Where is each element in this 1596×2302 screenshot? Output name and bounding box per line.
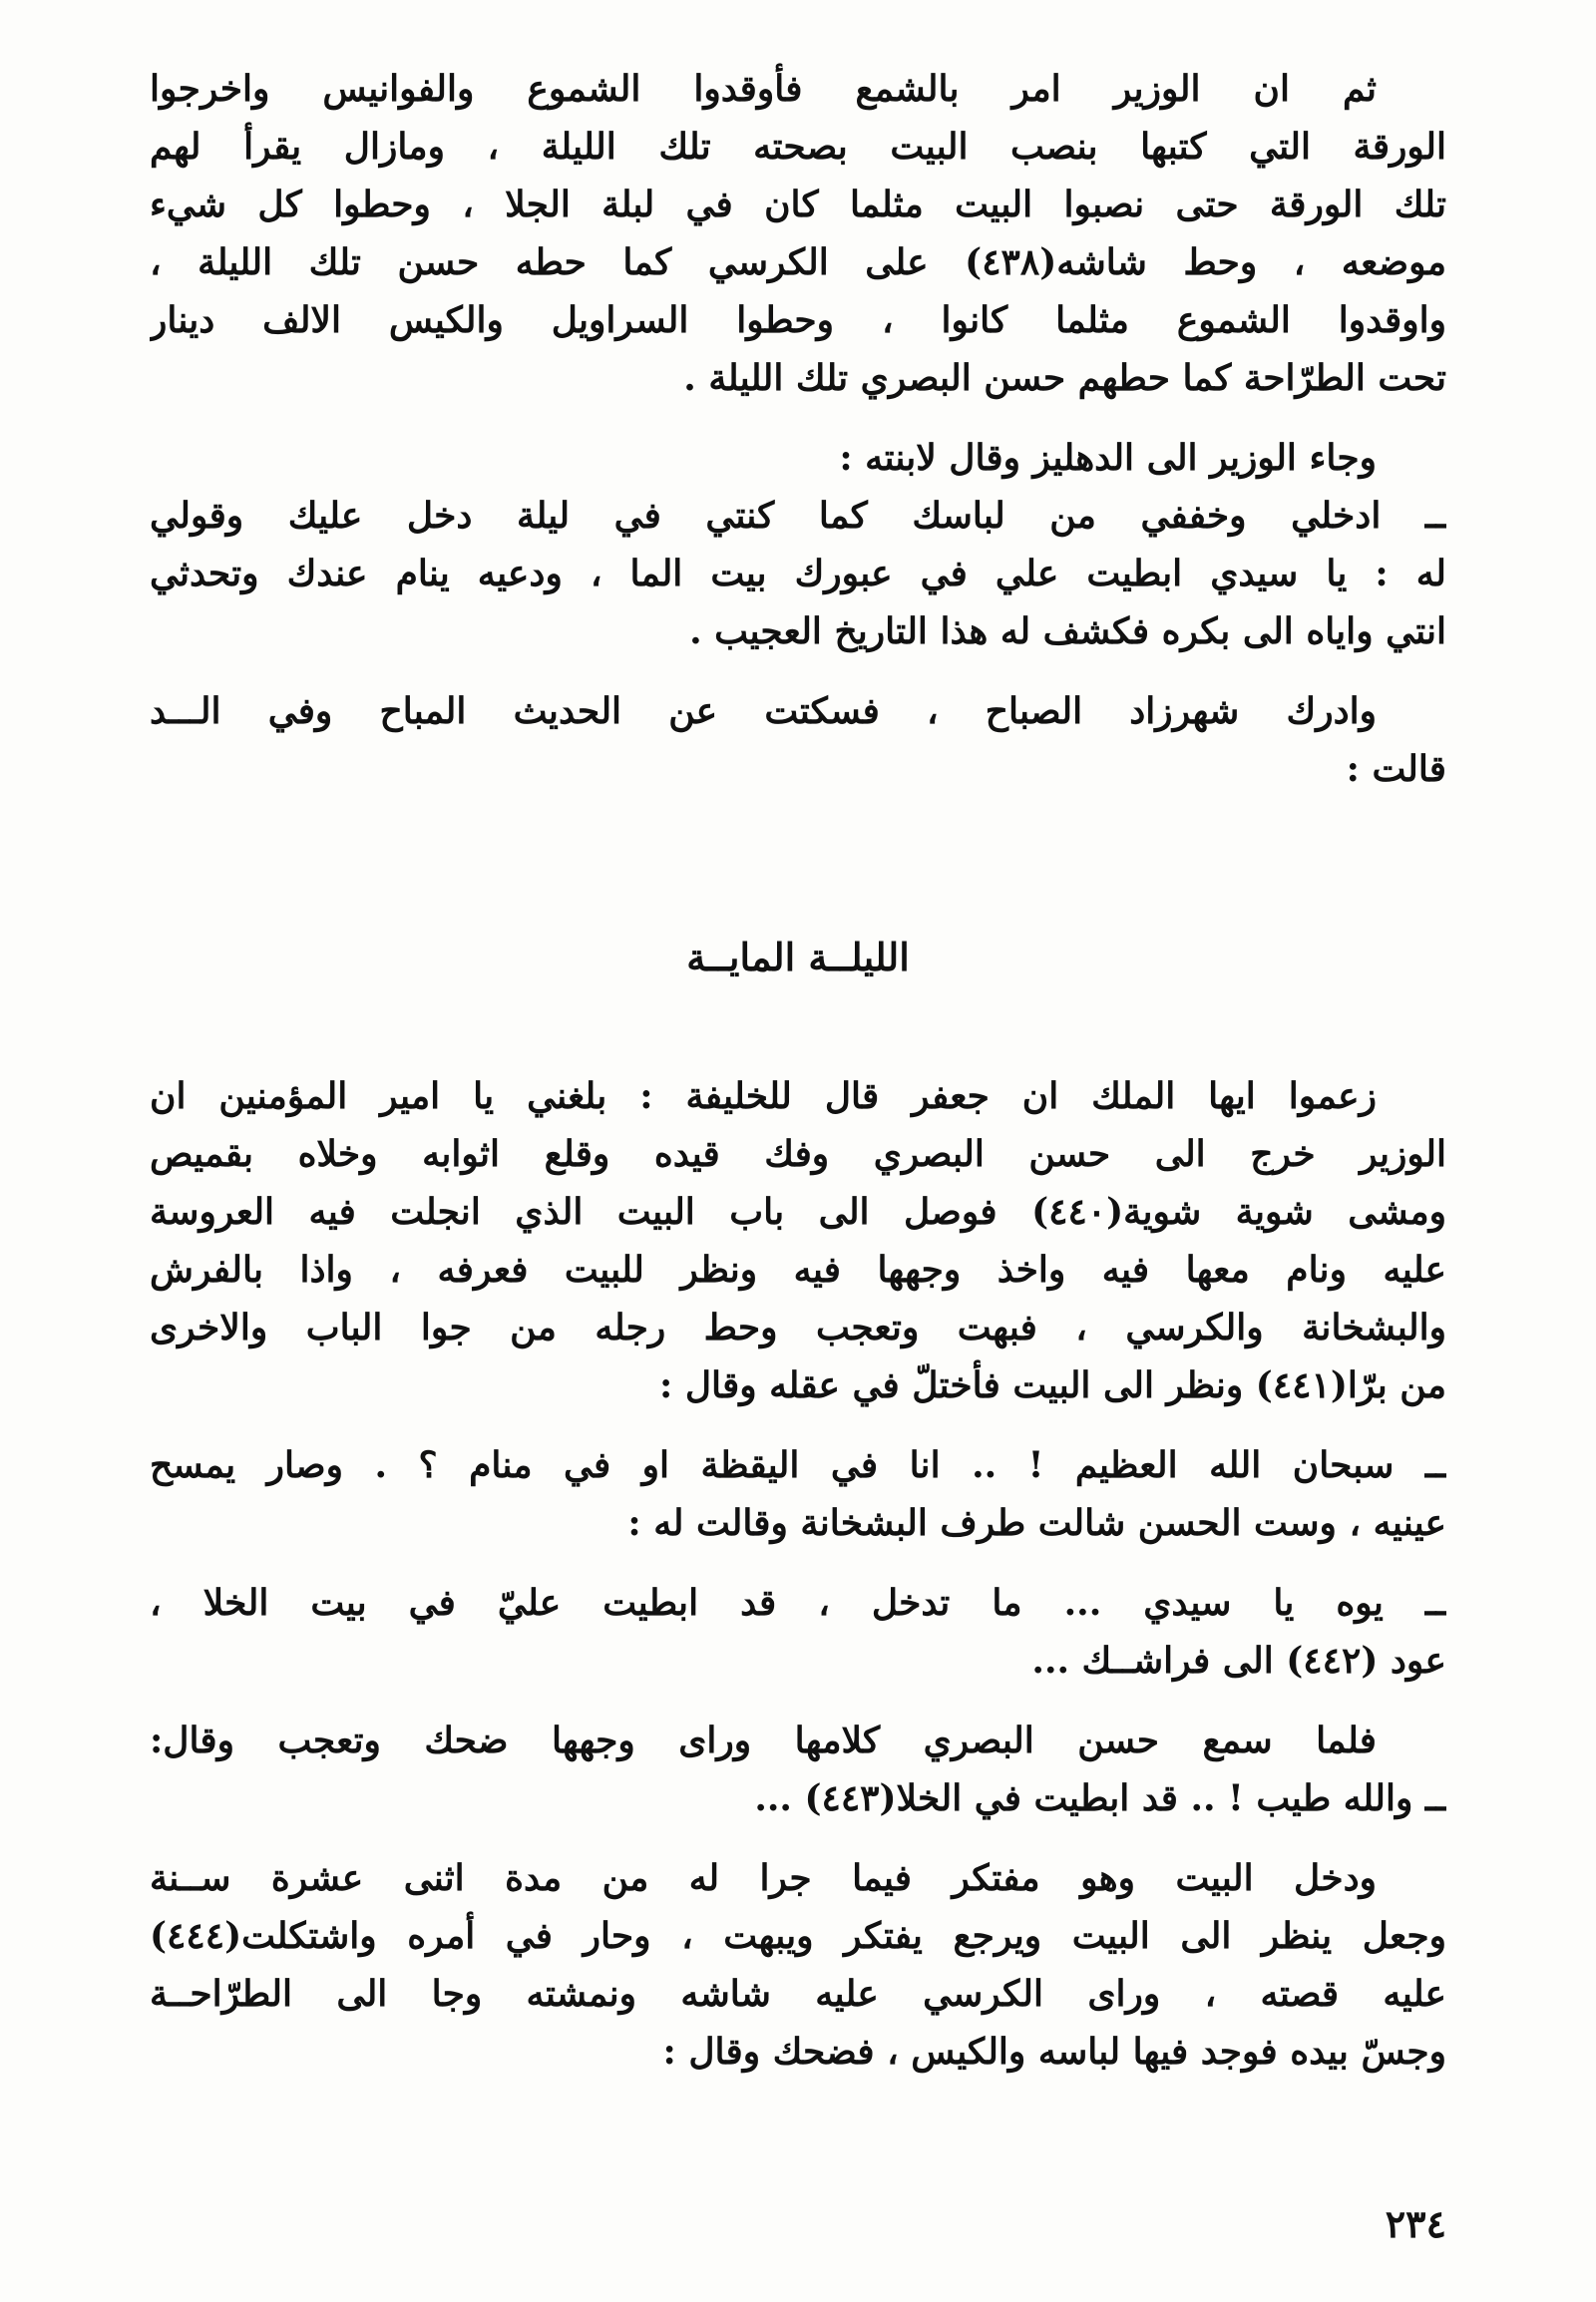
text-line: له : يا سيدي ابطيت علي في عبورك بيت الما ، ودعيه ينام عندك وتحدثي	[150, 553, 1446, 594]
text-line: ثم ان الوزير امر بالشمع فأوقدوا الشموع والفوانيس واخرجوا	[150, 68, 1377, 110]
text-line: عينيه ، وست الحسن شالت طرف البشخانة وقالت له :	[627, 1502, 1446, 1544]
text-line: عليه قصته ، وراى الكرسي عليه شاشه ونمشته وجا الى الطرّاحــة	[150, 1973, 1446, 2015]
text-line: من برّا(٤٤١) ونظر الى البيت فأختلّ في عقله وقال :	[659, 1364, 1446, 1406]
paragraph-6	[150, 1436, 1446, 1552]
paragraph-3	[150, 487, 1446, 660]
paragraph-9	[150, 1849, 1446, 2081]
text-line: الوزير خرج الى حسن البصري وفك قيده وقلع اثوابه وخلاه بقميص	[150, 1133, 1446, 1175]
text-line: فلما سمع حسن البصري كلامها وراى وجهها ضحك وتعجب وقال:	[150, 1720, 1377, 1761]
text-line: ــ ادخلي وخففي من لباسك كما كنتي في ليلة دخل عليك وقولي	[150, 495, 1446, 537]
section-title: الليلــة المايــة	[686, 935, 910, 979]
text-line: انتي واياه الى بكره فكشف له هذا التاريخ العجيب .	[689, 610, 1446, 652]
paragraph-4	[150, 682, 1446, 798]
text-line: وجاء الوزير الى الدهليز وقال لابنته :	[839, 437, 1377, 479]
paragraph-8	[150, 1712, 1446, 1827]
text-line: وجسّ بيده فوجد فيها لباسه والكيس ، فضحك وقال :	[662, 2031, 1446, 2073]
text-line: قالت :	[1346, 748, 1446, 790]
text-line: وادرك شهرزاد الصباح ، فسكتت عن الحديث المباح وفي الـــد	[150, 690, 1377, 732]
page-number: ٢٣٤	[1385, 2201, 1446, 2246]
text-line: موضعه ، وحط شاشه(٤٣٨) على الكرسي كما حطه حسن تلك الليلة ،	[150, 241, 1446, 283]
text-line: ــ سبحان الله العظيم ! .. انا في اليقظة او في منام ؟ . وصار يمسح	[150, 1444, 1446, 1486]
text-line: ــ والله طيب ! .. قد ابطيت في الخلا(٤٤٣) ...	[754, 1777, 1446, 1819]
paragraph-5	[150, 1067, 1446, 1414]
text-line: والبشخانة والكرسي ، فبهت وتعجب وحط رجله من جوا الباب والاخرى	[150, 1307, 1446, 1348]
bottom-text-block	[150, 1067, 1446, 2081]
text-line: الورقة التي كتبها بنصب البيت بصحته تلك الليلة ، ومازال يقرأ لهم	[150, 126, 1446, 168]
text-line: تلك الورقة حتى نصبوا البيت مثلما كان في لبلة الجلا ، وحطوا كل شيء	[150, 184, 1446, 225]
text-line: ــ يوه يا سيدي ... ما تدخل ، قد ابطيت عليّ في بيت الخلا ،	[150, 1582, 1446, 1624]
text-line: عليه ونام معها فيه واخذ وجهها فيه ونظر للبيت فعرفه ، واذا بالفرش	[150, 1249, 1446, 1291]
text-line: وجعل ينظر الى البيت ويرجع يفتكر ويبهت ، وحار في أمره واشتكلت(٤٤٤)	[150, 1915, 1446, 1957]
text-line: ودخل البيت وهو مفتكر فيما جرا له من مدة اثنى عشرة ســنة	[150, 1857, 1377, 1899]
top-text-block	[150, 60, 1446, 798]
text-line: عود (٤٤٢) الى فراشــك ...	[1031, 1640, 1446, 1682]
paragraph-2	[150, 429, 1446, 487]
text-line: واوقدوا الشموع مثلما كانوا ، وحطوا السراويل والكيس الالف دينار	[150, 299, 1446, 341]
paragraph-1	[150, 60, 1446, 407]
text-line: تحت الطرّاحة كما حطهم حسن البصري تلك الليلة .	[683, 357, 1446, 399]
text-line: زعموا ايها الملك ان جعفر قال للخليفة : بلغني يا امير المؤمنين ان	[150, 1075, 1377, 1117]
text-line: ومشى شوية شوية(٤٤٠) فوصل الى باب البيت الذي انجلت فيه العروسة	[150, 1191, 1446, 1233]
paragraph-7	[150, 1574, 1446, 1690]
